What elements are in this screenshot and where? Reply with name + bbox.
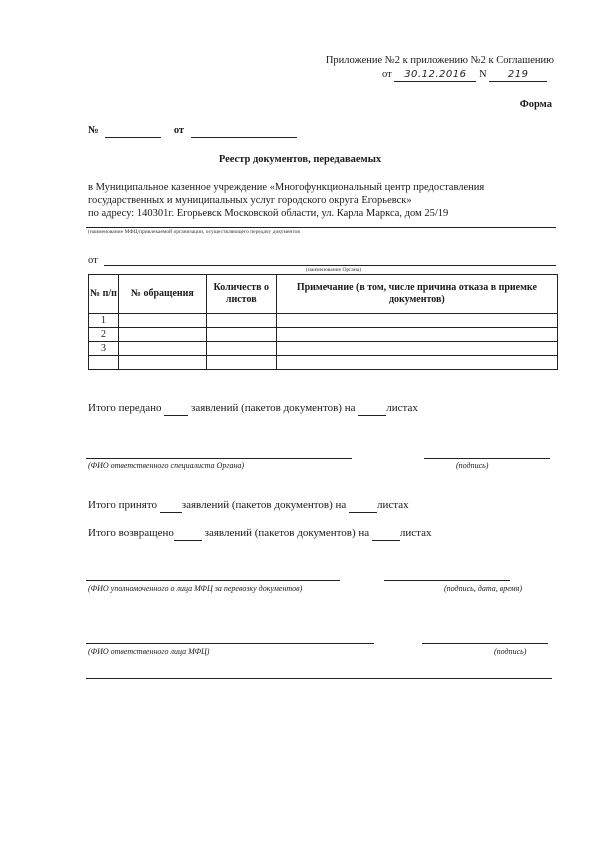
- recipient-underline: [86, 227, 556, 228]
- number-prefix: N: [478, 69, 487, 80]
- registry-number-field[interactable]: [105, 124, 161, 138]
- mfc-courier-caption: (ФИО уполномоченного о лица МФЦ за перевозку документов): [88, 584, 303, 593]
- document-title: Реестр документов, передаваемых: [218, 154, 382, 165]
- mfc-responsible-caption: (ФИО ответственного лица МФЦ): [88, 647, 210, 656]
- registry-date-field[interactable]: [191, 124, 297, 138]
- table-cell[interactable]: [118, 356, 206, 370]
- registry-number-line: [88, 124, 297, 138]
- mfc-responsible-sign-caption: (подпись): [494, 647, 527, 656]
- bottom-rule: [86, 678, 552, 679]
- agreement-number: 219: [489, 68, 547, 82]
- table-cell[interactable]: [118, 342, 206, 356]
- table-row: [89, 342, 558, 356]
- accepted-summary: [88, 499, 409, 513]
- table-header-row: [89, 275, 558, 314]
- table-cell[interactable]: [276, 356, 557, 370]
- accepted-post: листах: [377, 499, 409, 511]
- returned-summary: [88, 527, 432, 541]
- table-cell: 3: [89, 342, 119, 356]
- table-cell: 2: [89, 328, 119, 342]
- table-row: [89, 328, 558, 342]
- mfc-courier-sign-line[interactable]: [384, 580, 510, 581]
- accepted-pre: Итого принято: [88, 499, 157, 511]
- table-cell[interactable]: [206, 328, 276, 342]
- mfc-responsible-line[interactable]: [86, 643, 374, 644]
- table-cell[interactable]: [276, 314, 557, 328]
- accepted-count-field[interactable]: [160, 499, 182, 513]
- appendix-heading: Приложение №2 к приложению №2 к Соглашению: [325, 55, 554, 66]
- mfc-responsible-sign-line[interactable]: [422, 643, 548, 644]
- col-header-sheet-count: Количеств о листов: [206, 275, 276, 314]
- form-label: Форма: [519, 99, 552, 110]
- accepted-sheets-field[interactable]: [349, 499, 377, 513]
- table-row: [89, 356, 558, 370]
- table-cell[interactable]: [118, 314, 206, 328]
- table-cell[interactable]: [206, 356, 276, 370]
- transferred-mid: заявлений (пакетов документов) на: [190, 402, 356, 414]
- organ-specialist-caption: (ФИО ответственного специалиста Органа): [88, 461, 245, 470]
- transferred-pre: Итого передано: [88, 402, 162, 414]
- accepted-mid: заявлений (пакетов документов) на: [181, 499, 347, 511]
- table-cell[interactable]: [118, 328, 206, 342]
- date-prefix: от: [382, 69, 392, 80]
- sender-caption: (наименование Органа): [306, 267, 362, 273]
- table-cell[interactable]: [206, 342, 276, 356]
- mfc-courier-line[interactable]: [86, 580, 340, 581]
- registry-date-label: от: [173, 125, 185, 136]
- returned-mid: заявлений (пакетов документов) на: [204, 527, 370, 539]
- returned-count-field[interactable]: [174, 527, 202, 541]
- agreement-date: 30.12.2016: [394, 68, 476, 82]
- table-row: [89, 314, 558, 328]
- transferred-summary: [88, 402, 418, 416]
- sender-field[interactable]: [104, 265, 556, 266]
- transferred-sheets-field[interactable]: [358, 402, 386, 416]
- recipient-line-3: по адресу: 140301г. Егорьевск Московской области, ул. Карла Маркса, дом 25/19: [88, 208, 449, 219]
- returned-post: листах: [399, 527, 432, 539]
- registry-table: [88, 274, 558, 370]
- returned-pre: Итого возвращено: [88, 527, 174, 539]
- transferred-post: листах: [386, 402, 418, 414]
- col-header-request-number: № обращения: [118, 275, 206, 314]
- agreement-date-line: [382, 68, 547, 82]
- sender-prefix: от: [88, 255, 98, 266]
- organ-sign-caption: (подпись): [456, 461, 489, 470]
- mfc-courier-sign-caption: (подпись, дата, время): [444, 584, 523, 593]
- registry-number-label: №: [88, 125, 99, 136]
- table-cell[interactable]: [276, 328, 557, 342]
- col-header-note: Примечание (в том, числе причина отказа в приемке документов): [276, 275, 557, 314]
- table-cell: [89, 356, 119, 370]
- organ-specialist-line[interactable]: [86, 458, 352, 459]
- recipient-line-2: государственных и муниципальных услуг городского округа Егорьевск»: [88, 195, 412, 206]
- transferred-count-field[interactable]: [164, 402, 188, 416]
- returned-sheets-field[interactable]: [372, 527, 400, 541]
- col-header-index: № п/п: [89, 275, 119, 314]
- organ-sign-line[interactable]: [424, 458, 550, 459]
- table-cell[interactable]: [206, 314, 276, 328]
- table-cell[interactable]: [276, 342, 557, 356]
- table-cell: 1: [89, 314, 119, 328]
- recipient-caption: (наименование МФЦ/привлекаемой организации, осуществляющего передачу документов: [88, 229, 301, 235]
- recipient-line-1: в Муниципальное казенное учреждение «Многофункциональный центр предоставления: [88, 182, 485, 193]
